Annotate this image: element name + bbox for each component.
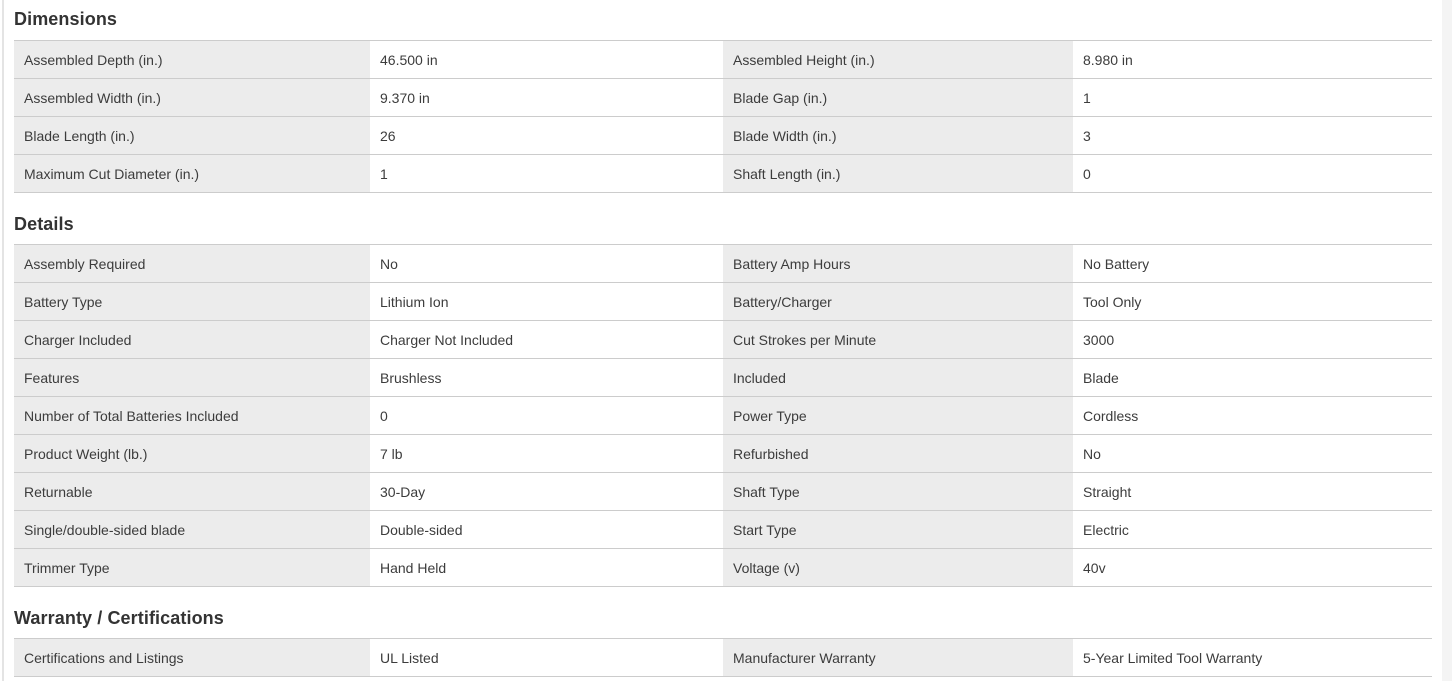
spec-row bbox=[14, 283, 1432, 321]
spec-value: No Battery bbox=[1073, 245, 1432, 282]
spec-value: 9.370 in bbox=[370, 79, 723, 116]
spec-section bbox=[14, 608, 1432, 677]
spec-value: 1 bbox=[370, 155, 723, 192]
spec-label: Features bbox=[14, 359, 370, 396]
spec-value: 40v bbox=[1073, 549, 1432, 586]
spec-row bbox=[14, 549, 1432, 587]
section-title: Warranty / Certifications bbox=[14, 608, 224, 628]
spec-value: 7 lb bbox=[370, 435, 723, 472]
spec-value: 0 bbox=[1073, 155, 1432, 192]
spec-label: Manufacturer Warranty bbox=[723, 639, 1073, 676]
spec-label: Refurbished bbox=[723, 435, 1073, 472]
spec-row bbox=[14, 473, 1432, 511]
spec-value: 46.500 in bbox=[370, 41, 723, 78]
spec-label: Power Type bbox=[723, 397, 1073, 434]
spec-label: Battery Type bbox=[14, 283, 370, 320]
spec-row bbox=[14, 79, 1432, 117]
spec-table bbox=[14, 244, 1432, 587]
spec-section bbox=[14, 9, 1432, 193]
spec-table bbox=[14, 40, 1432, 193]
spec-label: Voltage (v) bbox=[723, 549, 1073, 586]
spec-row bbox=[14, 397, 1432, 435]
spec-label: Start Type bbox=[723, 511, 1073, 548]
spec-value: Blade bbox=[1073, 359, 1432, 396]
spec-label: Assembly Required bbox=[14, 245, 370, 282]
section-title: Details bbox=[14, 214, 74, 234]
spec-value: 0 bbox=[370, 397, 723, 434]
spec-row bbox=[14, 511, 1432, 549]
spec-value: UL Listed bbox=[370, 639, 723, 676]
spec-value: Double-sided bbox=[370, 511, 723, 548]
spec-label: Shaft Type bbox=[723, 473, 1073, 510]
spec-value: 3 bbox=[1073, 117, 1432, 154]
spec-table bbox=[14, 638, 1432, 677]
spec-value: Straight bbox=[1073, 473, 1432, 510]
spec-label: Charger Included bbox=[14, 321, 370, 358]
spec-value: Cordless bbox=[1073, 397, 1432, 434]
spec-label: Assembled Depth (in.) bbox=[14, 41, 370, 78]
spec-label: Blade Width (in.) bbox=[723, 117, 1073, 154]
spec-value: 5-Year Limited Tool Warranty bbox=[1073, 639, 1432, 676]
spec-value: No bbox=[1073, 435, 1432, 472]
spec-section bbox=[14, 214, 1432, 587]
spec-label: Blade Gap (in.) bbox=[723, 79, 1073, 116]
spec-label: Included bbox=[723, 359, 1073, 396]
page-edge-divider bbox=[2, 0, 4, 681]
spec-value: Hand Held bbox=[370, 549, 723, 586]
spec-value: Lithium Ion bbox=[370, 283, 723, 320]
spec-label: Shaft Length (in.) bbox=[723, 155, 1073, 192]
spec-value: Charger Not Included bbox=[370, 321, 723, 358]
spec-value: 30-Day bbox=[370, 473, 723, 510]
spec-label: Trimmer Type bbox=[14, 549, 370, 586]
spec-row bbox=[14, 321, 1432, 359]
spec-row bbox=[14, 117, 1432, 155]
spec-value: 8.980 in bbox=[1073, 41, 1432, 78]
spec-label: Assembled Width (in.) bbox=[14, 79, 370, 116]
spec-value: Brushless bbox=[370, 359, 723, 396]
spec-label: Returnable bbox=[14, 473, 370, 510]
spec-label: Product Weight (lb.) bbox=[14, 435, 370, 472]
spec-label: Battery Amp Hours bbox=[723, 245, 1073, 282]
spec-label: Certifications and Listings bbox=[14, 639, 370, 676]
section-title: Dimensions bbox=[14, 9, 118, 29]
spec-label: Number of Total Batteries Included bbox=[14, 397, 370, 434]
spec-value: Electric bbox=[1073, 511, 1432, 548]
spec-row bbox=[14, 435, 1432, 473]
spec-value: 26 bbox=[370, 117, 723, 154]
spec-label: Assembled Height (in.) bbox=[723, 41, 1073, 78]
spec-value: 1 bbox=[1073, 79, 1432, 116]
spec-label: Battery/Charger bbox=[723, 283, 1073, 320]
spec-label: Blade Length (in.) bbox=[14, 117, 370, 154]
spec-row bbox=[14, 41, 1432, 79]
spec-row bbox=[14, 155, 1432, 193]
spec-row bbox=[14, 359, 1432, 397]
spec-value: No bbox=[370, 245, 723, 282]
spec-value: Tool Only bbox=[1073, 283, 1432, 320]
spec-sections bbox=[14, 0, 1432, 677]
spec-row bbox=[14, 245, 1432, 283]
spec-label: Single/double-sided blade bbox=[14, 511, 370, 548]
vertical-scrollbar-track[interactable] bbox=[1442, 0, 1452, 681]
spec-value: 3000 bbox=[1073, 321, 1432, 358]
spec-label: Maximum Cut Diameter (in.) bbox=[14, 155, 370, 192]
spec-label: Cut Strokes per Minute bbox=[723, 321, 1073, 358]
spec-row bbox=[14, 639, 1432, 677]
